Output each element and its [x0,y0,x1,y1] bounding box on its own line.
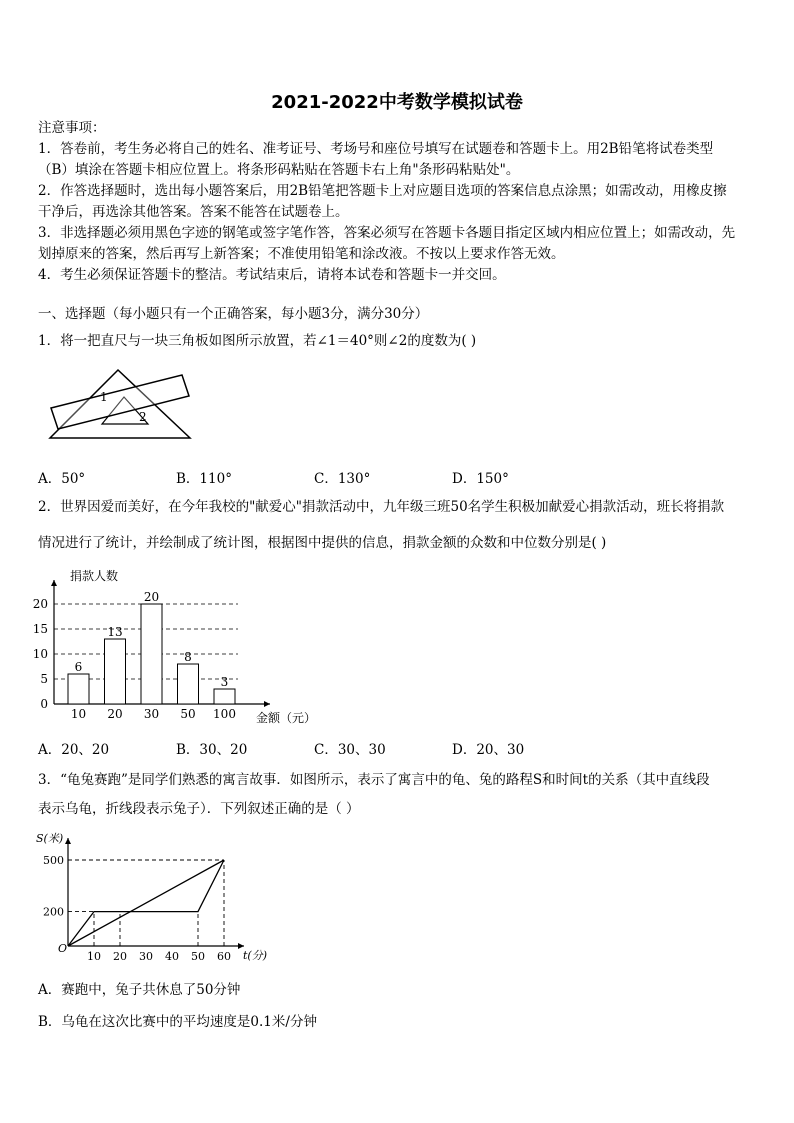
bar-data-label: 13 [107,625,123,639]
question-2-stem: 2．世界因爱而美好，在今年我校的"献爱心"捐款活动中，九年级三班50名学生积极加献爱心捐款活动，班长将捐款 [38,499,725,515]
ruler-triangle-figure [40,365,200,447]
y-tick-label: 20 [32,597,48,611]
x-tick-label: 40 [165,950,179,963]
y-tick-label: 5 [40,672,48,686]
x-tick-label: 30 [143,707,160,721]
x-tick-label: 10 [87,950,101,963]
y-axis-label: 捐款人数 [70,569,119,583]
angle-2-label: 2 [139,410,147,424]
notice-line: 4．考生必须保证答题卡的整洁。考试结束后，请将本试卷和答题卡一并交回。 [38,267,506,283]
question-1-stem: 1．将一把直尺与一块三角板如图所示放置，若∠1＝40°则∠2的度数为( ) [38,333,477,349]
option-a: A．20、20 [38,742,110,758]
question-2-stem: 情况进行了统计，并绘制成了统计图，根据图中提供的信息，捐款金额的众数和中位数分别是( ) [38,535,607,551]
notice-line: 划掉原来的答案，然后再写上新答案；不准使用铅笔和涂改液。不按以上要求作答无效。 [38,246,565,262]
y-tick-label: 15 [32,622,48,636]
question-3-stem: 3．“龟兔赛跑”是同学们熟悉的寓言故事．如图所示，表示了寓言中的龟、兔的路程S和时间t的关系（其中直线段 [38,772,710,788]
bar [214,689,235,704]
option-b: B．30、20 [176,742,248,758]
notice-heading: 注意事项： [38,120,106,136]
option-a: A．50° [38,471,86,487]
bar-data-label: 6 [74,660,83,674]
notice-line: 2．作答选择题时，选出每小题答案后，用2B铅笔把答题卡上对应题目选项的答案信息点涂黑；如需改动，用橡皮擦 [38,183,727,199]
x-axis-label: 金额（元） [256,711,317,725]
bar-data-label: 8 [184,650,192,664]
bar [178,664,199,704]
x-tick-label: 10 [70,707,87,721]
option-c: C．30、30 [314,742,386,758]
y-axis-arrow [51,580,57,586]
angle-1-label: 1 [100,390,108,404]
x-tick-label: 100 [213,707,236,721]
y-tick-label: 500 [43,854,64,867]
section-heading: 一、选择题（每小题只有一个正确答案，每小题3分，满分30分） [38,306,429,322]
option-d: D．20、30 [452,742,525,758]
ruler [51,375,189,429]
bar-data-label: 20 [143,590,160,604]
notice-line: 干净后，再选涂其他答案。答案不能答在试题卷上。 [38,204,349,220]
x-tick-label: 20 [107,707,123,721]
race-line-chart [30,828,280,968]
question-3-stem: 表示乌龟，折线段表示兔子）．下列叙述正确的是（ ） [38,801,360,817]
option-b: B．乌龟在这次比赛中的平均速度是0.1米/分钟 [38,1014,317,1030]
tortoise-line [68,860,224,946]
x-tick-label: 30 [139,950,153,963]
x-axis-arrow [264,701,270,707]
option-d: D．150° [452,471,509,487]
bar-data-label: 3 [220,675,229,689]
option-b: B．110° [176,471,232,487]
option-c: C．130° [314,471,371,487]
y-tick-label: 0 [40,697,48,711]
option-a: A．赛跑中，兔子共休息了50分钟 [38,982,241,998]
y-tick-label: 200 [43,905,64,919]
bar [68,674,89,704]
notice-line: （B）填涂在答题卡相应位置上。将条形码粘贴在答题卡右上角"条形码粘贴处"。 [38,162,520,178]
x-tick-label: 50 [180,707,196,721]
y-axis-arrow [65,838,71,844]
y-axis-label: S(米) [36,832,64,845]
donation-bar-chart [30,562,330,730]
y-tick-label: 10 [32,647,48,661]
bar [105,639,126,704]
origin-label: O [58,942,68,955]
x-tick-label: 60 [217,950,231,963]
bar [141,604,162,704]
notice-line: 1．答卷前，考生务必将自己的姓名、准考证号、考场号和座位号填写在试题卷和答题卡上。用2B铅笔将试卷类型 [38,141,714,157]
x-axis-label: t(分) [243,949,268,962]
notice-line: 3．非选择题必须用黑色字迹的钢笔或签字笔作答，答案必须写在答题卡各题目指定区域内相应位置上；如需改动，先 [38,225,736,241]
x-tick-label: 50 [191,950,205,963]
x-tick-label: 20 [113,950,127,963]
page-title: 2021-2022中考数学模拟试卷 [271,92,523,113]
